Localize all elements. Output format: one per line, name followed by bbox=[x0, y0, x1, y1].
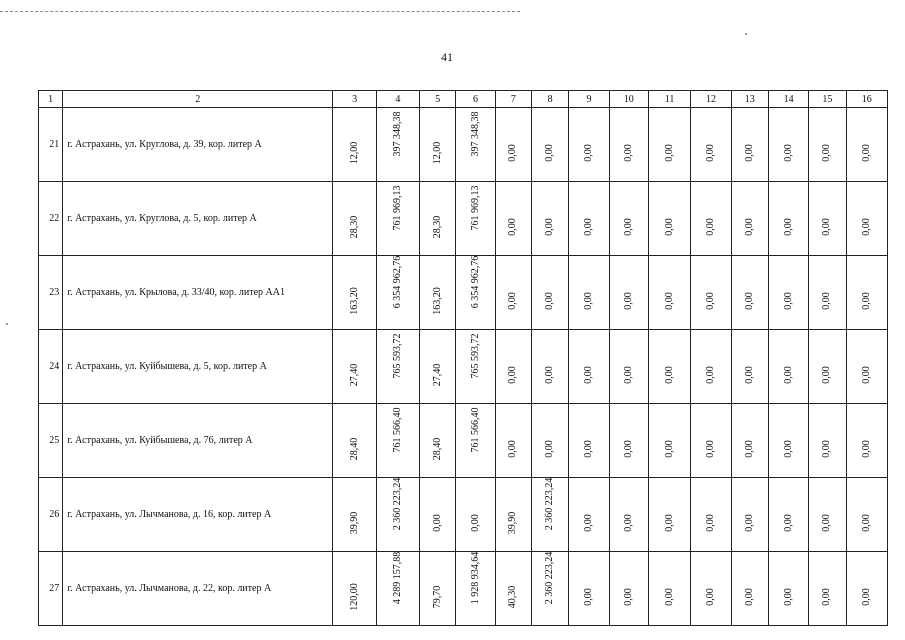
table-row bbox=[39, 256, 888, 330]
value-text: 0,00 bbox=[704, 440, 716, 458]
value-cell bbox=[333, 256, 376, 330]
value-cell bbox=[532, 552, 569, 626]
value-cell bbox=[495, 108, 531, 182]
value-cell bbox=[333, 404, 376, 478]
value-text: 761 566,40 bbox=[469, 407, 481, 453]
value-text: 39,90 bbox=[507, 512, 519, 535]
page-number: 41 bbox=[441, 50, 453, 64]
value-text: 0,00 bbox=[663, 218, 675, 236]
value-cell bbox=[569, 108, 609, 182]
value-cell bbox=[376, 182, 419, 256]
value-text: 0,00 bbox=[663, 366, 675, 384]
column-header: 5 bbox=[420, 91, 456, 108]
value-text: 0,00 bbox=[821, 218, 833, 236]
column-header: 14 bbox=[768, 91, 808, 108]
column-header: 6 bbox=[456, 91, 495, 108]
value-text: 0,00 bbox=[821, 440, 833, 458]
row-number: 24 bbox=[39, 330, 63, 404]
value-cell bbox=[532, 478, 569, 552]
value-cell bbox=[456, 404, 495, 478]
value-text: 0,00 bbox=[582, 440, 594, 458]
value-text: 0,00 bbox=[582, 292, 594, 310]
value-text: 0,00 bbox=[704, 514, 716, 532]
column-header: 16 bbox=[846, 91, 887, 108]
value-cell bbox=[731, 108, 768, 182]
row-number: 23 bbox=[39, 256, 63, 330]
value-cell bbox=[846, 256, 887, 330]
value-text: 0,00 bbox=[782, 292, 794, 310]
value-cell bbox=[648, 108, 690, 182]
value-cell bbox=[495, 478, 531, 552]
value-cell bbox=[609, 256, 648, 330]
value-cell bbox=[569, 478, 609, 552]
value-cell bbox=[768, 552, 808, 626]
value-text: 0,00 bbox=[743, 440, 755, 458]
value-cell bbox=[456, 256, 495, 330]
value-cell bbox=[768, 478, 808, 552]
value-cell bbox=[731, 330, 768, 404]
value-text: 12,00 bbox=[431, 142, 443, 165]
value-text: 79,70 bbox=[431, 586, 443, 609]
value-text: 0,00 bbox=[782, 514, 794, 532]
value-text: 27,40 bbox=[431, 364, 443, 387]
value-text: 0,00 bbox=[622, 366, 634, 384]
value-cell bbox=[456, 108, 495, 182]
value-cell bbox=[420, 108, 456, 182]
value-text: 0,00 bbox=[622, 218, 634, 236]
value-text: 2 360 223,24 bbox=[544, 478, 556, 531]
value-cell bbox=[495, 256, 531, 330]
value-cell bbox=[846, 478, 887, 552]
value-text: 397 348,38 bbox=[469, 111, 481, 157]
table-body bbox=[39, 108, 888, 626]
value-text: 163,20 bbox=[348, 287, 360, 315]
value-cell bbox=[648, 256, 690, 330]
value-cell bbox=[809, 256, 846, 330]
value-text: 28,40 bbox=[431, 438, 443, 461]
value-cell bbox=[609, 404, 648, 478]
value-text: 0,00 bbox=[743, 588, 755, 606]
value-text: 0,00 bbox=[507, 218, 519, 236]
value-cell bbox=[376, 330, 419, 404]
value-text: 0,00 bbox=[507, 144, 519, 162]
value-text: 4 289 157,88 bbox=[391, 552, 403, 605]
value-cell bbox=[768, 330, 808, 404]
value-cell bbox=[648, 182, 690, 256]
value-text: 0,00 bbox=[782, 218, 794, 236]
address-cell: г. Астрахань, ул. Круглова, д. 5, кор. литер А bbox=[63, 182, 333, 256]
value-cell bbox=[809, 182, 846, 256]
value-text: 0,00 bbox=[743, 218, 755, 236]
value-text: 0,00 bbox=[582, 366, 594, 384]
value-text: 0,00 bbox=[544, 366, 556, 384]
value-text: 0,00 bbox=[860, 366, 872, 384]
value-cell bbox=[420, 330, 456, 404]
column-header: 2 bbox=[63, 91, 333, 108]
value-cell bbox=[376, 478, 419, 552]
value-text: 6 354 962,76 bbox=[469, 256, 481, 309]
value-text: 765 593,72 bbox=[391, 333, 403, 379]
value-cell bbox=[456, 182, 495, 256]
row-number: 21 bbox=[39, 108, 63, 182]
column-header: 3 bbox=[333, 91, 376, 108]
value-text: 0,00 bbox=[782, 144, 794, 162]
value-cell bbox=[609, 478, 648, 552]
value-cell bbox=[846, 404, 887, 478]
value-text: 120,00 bbox=[348, 583, 360, 611]
value-text: 0,00 bbox=[622, 514, 634, 532]
value-cell bbox=[731, 182, 768, 256]
column-header: 10 bbox=[609, 91, 648, 108]
column-header: 4 bbox=[376, 91, 419, 108]
value-text: 0,00 bbox=[743, 144, 755, 162]
address-cell: г. Астрахань, ул. Лычманова, д. 16, кор. литер А bbox=[63, 478, 333, 552]
value-cell bbox=[456, 330, 495, 404]
address-cell: г. Астрахань, ул. Крылова, д. 33/40, кор. литер АА1 bbox=[63, 256, 333, 330]
value-text: 761 969,13 bbox=[391, 185, 403, 231]
value-cell bbox=[532, 256, 569, 330]
value-cell bbox=[691, 182, 731, 256]
value-cell bbox=[809, 404, 846, 478]
row-number: 26 bbox=[39, 478, 63, 552]
value-cell bbox=[691, 256, 731, 330]
value-cell bbox=[420, 478, 456, 552]
value-text: 0,00 bbox=[663, 292, 675, 310]
value-cell bbox=[609, 182, 648, 256]
value-text: 0,00 bbox=[582, 588, 594, 606]
value-text: 0,00 bbox=[663, 440, 675, 458]
address-cell: г. Астрахань, ул. Лычманова, д. 22, кор. литер А bbox=[63, 552, 333, 626]
value-cell bbox=[495, 552, 531, 626]
value-cell bbox=[333, 182, 376, 256]
value-text: 0,00 bbox=[704, 218, 716, 236]
value-cell bbox=[376, 552, 419, 626]
value-cell bbox=[731, 478, 768, 552]
value-cell bbox=[731, 404, 768, 478]
value-text: 0,00 bbox=[821, 514, 833, 532]
value-text: 0,00 bbox=[860, 588, 872, 606]
value-text: 0,00 bbox=[821, 366, 833, 384]
value-text: 0,00 bbox=[582, 218, 594, 236]
value-cell bbox=[731, 256, 768, 330]
value-cell bbox=[648, 478, 690, 552]
value-text: 0,00 bbox=[507, 366, 519, 384]
value-text: 0,00 bbox=[663, 514, 675, 532]
value-cell bbox=[569, 552, 609, 626]
value-text: 0,00 bbox=[663, 144, 675, 162]
value-text: 27,40 bbox=[348, 364, 360, 387]
value-text: 0,00 bbox=[743, 366, 755, 384]
value-text: 0,00 bbox=[704, 292, 716, 310]
value-cell bbox=[456, 478, 495, 552]
value-text: 0,00 bbox=[860, 440, 872, 458]
value-text: 0,00 bbox=[507, 292, 519, 310]
value-text: 761 566,40 bbox=[391, 407, 403, 453]
value-cell bbox=[809, 108, 846, 182]
value-text: 0,00 bbox=[860, 218, 872, 236]
table-row bbox=[39, 182, 888, 256]
value-cell bbox=[495, 330, 531, 404]
value-cell bbox=[495, 182, 531, 256]
column-header: 7 bbox=[495, 91, 531, 108]
scan-speck bbox=[6, 323, 8, 325]
address-cell: г. Астрахань, ул. Куйбышева, д. 76, литер А bbox=[63, 404, 333, 478]
register-table bbox=[38, 90, 888, 626]
column-header: 15 bbox=[809, 91, 846, 108]
value-text: 0,00 bbox=[544, 218, 556, 236]
address-cell: г. Астрахань, ул. Куйбышева, д. 5, кор. литер А bbox=[63, 330, 333, 404]
value-text: 28,40 bbox=[348, 438, 360, 461]
value-text: 0,00 bbox=[622, 588, 634, 606]
value-text: 761 969,13 bbox=[469, 185, 481, 231]
value-text: 0,00 bbox=[582, 144, 594, 162]
scan-speck bbox=[745, 33, 747, 35]
row-number: 22 bbox=[39, 182, 63, 256]
column-header: 8 bbox=[532, 91, 569, 108]
value-cell bbox=[731, 552, 768, 626]
value-cell bbox=[495, 404, 531, 478]
value-text: 0,00 bbox=[469, 514, 481, 532]
value-cell bbox=[420, 404, 456, 478]
value-cell bbox=[376, 256, 419, 330]
table-row bbox=[39, 330, 888, 404]
table-row bbox=[39, 552, 888, 626]
value-text: 0,00 bbox=[622, 144, 634, 162]
value-cell bbox=[609, 108, 648, 182]
value-cell bbox=[532, 182, 569, 256]
value-cell bbox=[809, 330, 846, 404]
value-text: 39,90 bbox=[348, 512, 360, 535]
value-text: 40,30 bbox=[507, 586, 519, 609]
value-text: 0,00 bbox=[544, 292, 556, 310]
value-text: 163,20 bbox=[431, 287, 443, 315]
value-text: 0,00 bbox=[860, 144, 872, 162]
scan-artifact-line bbox=[0, 11, 520, 12]
value-text: 0,00 bbox=[582, 514, 594, 532]
value-cell bbox=[846, 182, 887, 256]
value-cell bbox=[333, 108, 376, 182]
value-text: 1 928 934,64 bbox=[469, 552, 481, 605]
table-row bbox=[39, 108, 888, 182]
value-cell bbox=[420, 552, 456, 626]
value-cell bbox=[532, 108, 569, 182]
value-text: 0,00 bbox=[860, 292, 872, 310]
value-text: 0,00 bbox=[622, 292, 634, 310]
value-text: 765 593,72 bbox=[469, 333, 481, 379]
value-cell bbox=[846, 330, 887, 404]
value-cell bbox=[691, 108, 731, 182]
value-cell bbox=[376, 404, 419, 478]
value-text: 28,30 bbox=[431, 216, 443, 239]
value-text: 6 354 962,76 bbox=[391, 256, 403, 309]
value-cell bbox=[569, 330, 609, 404]
value-text: 0,00 bbox=[821, 588, 833, 606]
value-text: 2 360 223,24 bbox=[544, 552, 556, 605]
value-text: 0,00 bbox=[782, 440, 794, 458]
value-text: 0,00 bbox=[622, 440, 634, 458]
value-cell bbox=[691, 404, 731, 478]
value-cell bbox=[456, 552, 495, 626]
value-cell bbox=[532, 330, 569, 404]
value-text: 0,00 bbox=[743, 514, 755, 532]
value-cell bbox=[691, 478, 731, 552]
value-cell bbox=[809, 552, 846, 626]
value-text: 397 348,38 bbox=[391, 111, 403, 157]
column-header: 11 bbox=[648, 91, 690, 108]
value-cell bbox=[648, 330, 690, 404]
table-row bbox=[39, 404, 888, 478]
value-cell bbox=[768, 404, 808, 478]
row-number: 27 bbox=[39, 552, 63, 626]
value-text: 0,00 bbox=[782, 366, 794, 384]
value-cell bbox=[532, 404, 569, 478]
value-text: 28,30 bbox=[348, 216, 360, 239]
value-cell bbox=[569, 182, 609, 256]
value-cell bbox=[768, 108, 808, 182]
value-cell bbox=[768, 182, 808, 256]
value-cell bbox=[333, 478, 376, 552]
value-cell bbox=[609, 330, 648, 404]
value-text: 0,00 bbox=[860, 514, 872, 532]
value-cell bbox=[648, 552, 690, 626]
address-cell: г. Астрахань, ул. Круглова, д. 39, кор. литер А bbox=[63, 108, 333, 182]
value-text: 2 360 223,24 bbox=[391, 478, 403, 531]
value-text: 0,00 bbox=[821, 292, 833, 310]
value-text: 0,00 bbox=[704, 144, 716, 162]
column-header: 9 bbox=[569, 91, 609, 108]
value-cell bbox=[691, 330, 731, 404]
value-text: 12,00 bbox=[348, 142, 360, 165]
value-cell bbox=[846, 108, 887, 182]
value-cell bbox=[420, 182, 456, 256]
value-cell bbox=[809, 478, 846, 552]
column-header: 1 bbox=[39, 91, 63, 108]
header-row bbox=[39, 91, 888, 108]
value-cell bbox=[691, 552, 731, 626]
column-header: 12 bbox=[691, 91, 731, 108]
value-cell bbox=[420, 256, 456, 330]
value-cell bbox=[768, 256, 808, 330]
value-text: 0,00 bbox=[507, 440, 519, 458]
value-text: 0,00 bbox=[544, 144, 556, 162]
value-cell bbox=[376, 108, 419, 182]
column-header: 13 bbox=[731, 91, 768, 108]
value-cell bbox=[846, 552, 887, 626]
value-cell bbox=[333, 552, 376, 626]
value-cell bbox=[569, 404, 609, 478]
table-row bbox=[39, 478, 888, 552]
value-text: 0,00 bbox=[704, 366, 716, 384]
value-text: 0,00 bbox=[704, 588, 716, 606]
value-cell bbox=[569, 256, 609, 330]
value-text: 0,00 bbox=[544, 440, 556, 458]
value-cell bbox=[609, 552, 648, 626]
value-text: 0,00 bbox=[743, 292, 755, 310]
value-text: 0,00 bbox=[782, 588, 794, 606]
row-number: 25 bbox=[39, 404, 63, 478]
value-text: 0,00 bbox=[663, 588, 675, 606]
value-text: 0,00 bbox=[431, 514, 443, 532]
value-cell bbox=[333, 330, 376, 404]
value-cell bbox=[648, 404, 690, 478]
value-text: 0,00 bbox=[821, 144, 833, 162]
